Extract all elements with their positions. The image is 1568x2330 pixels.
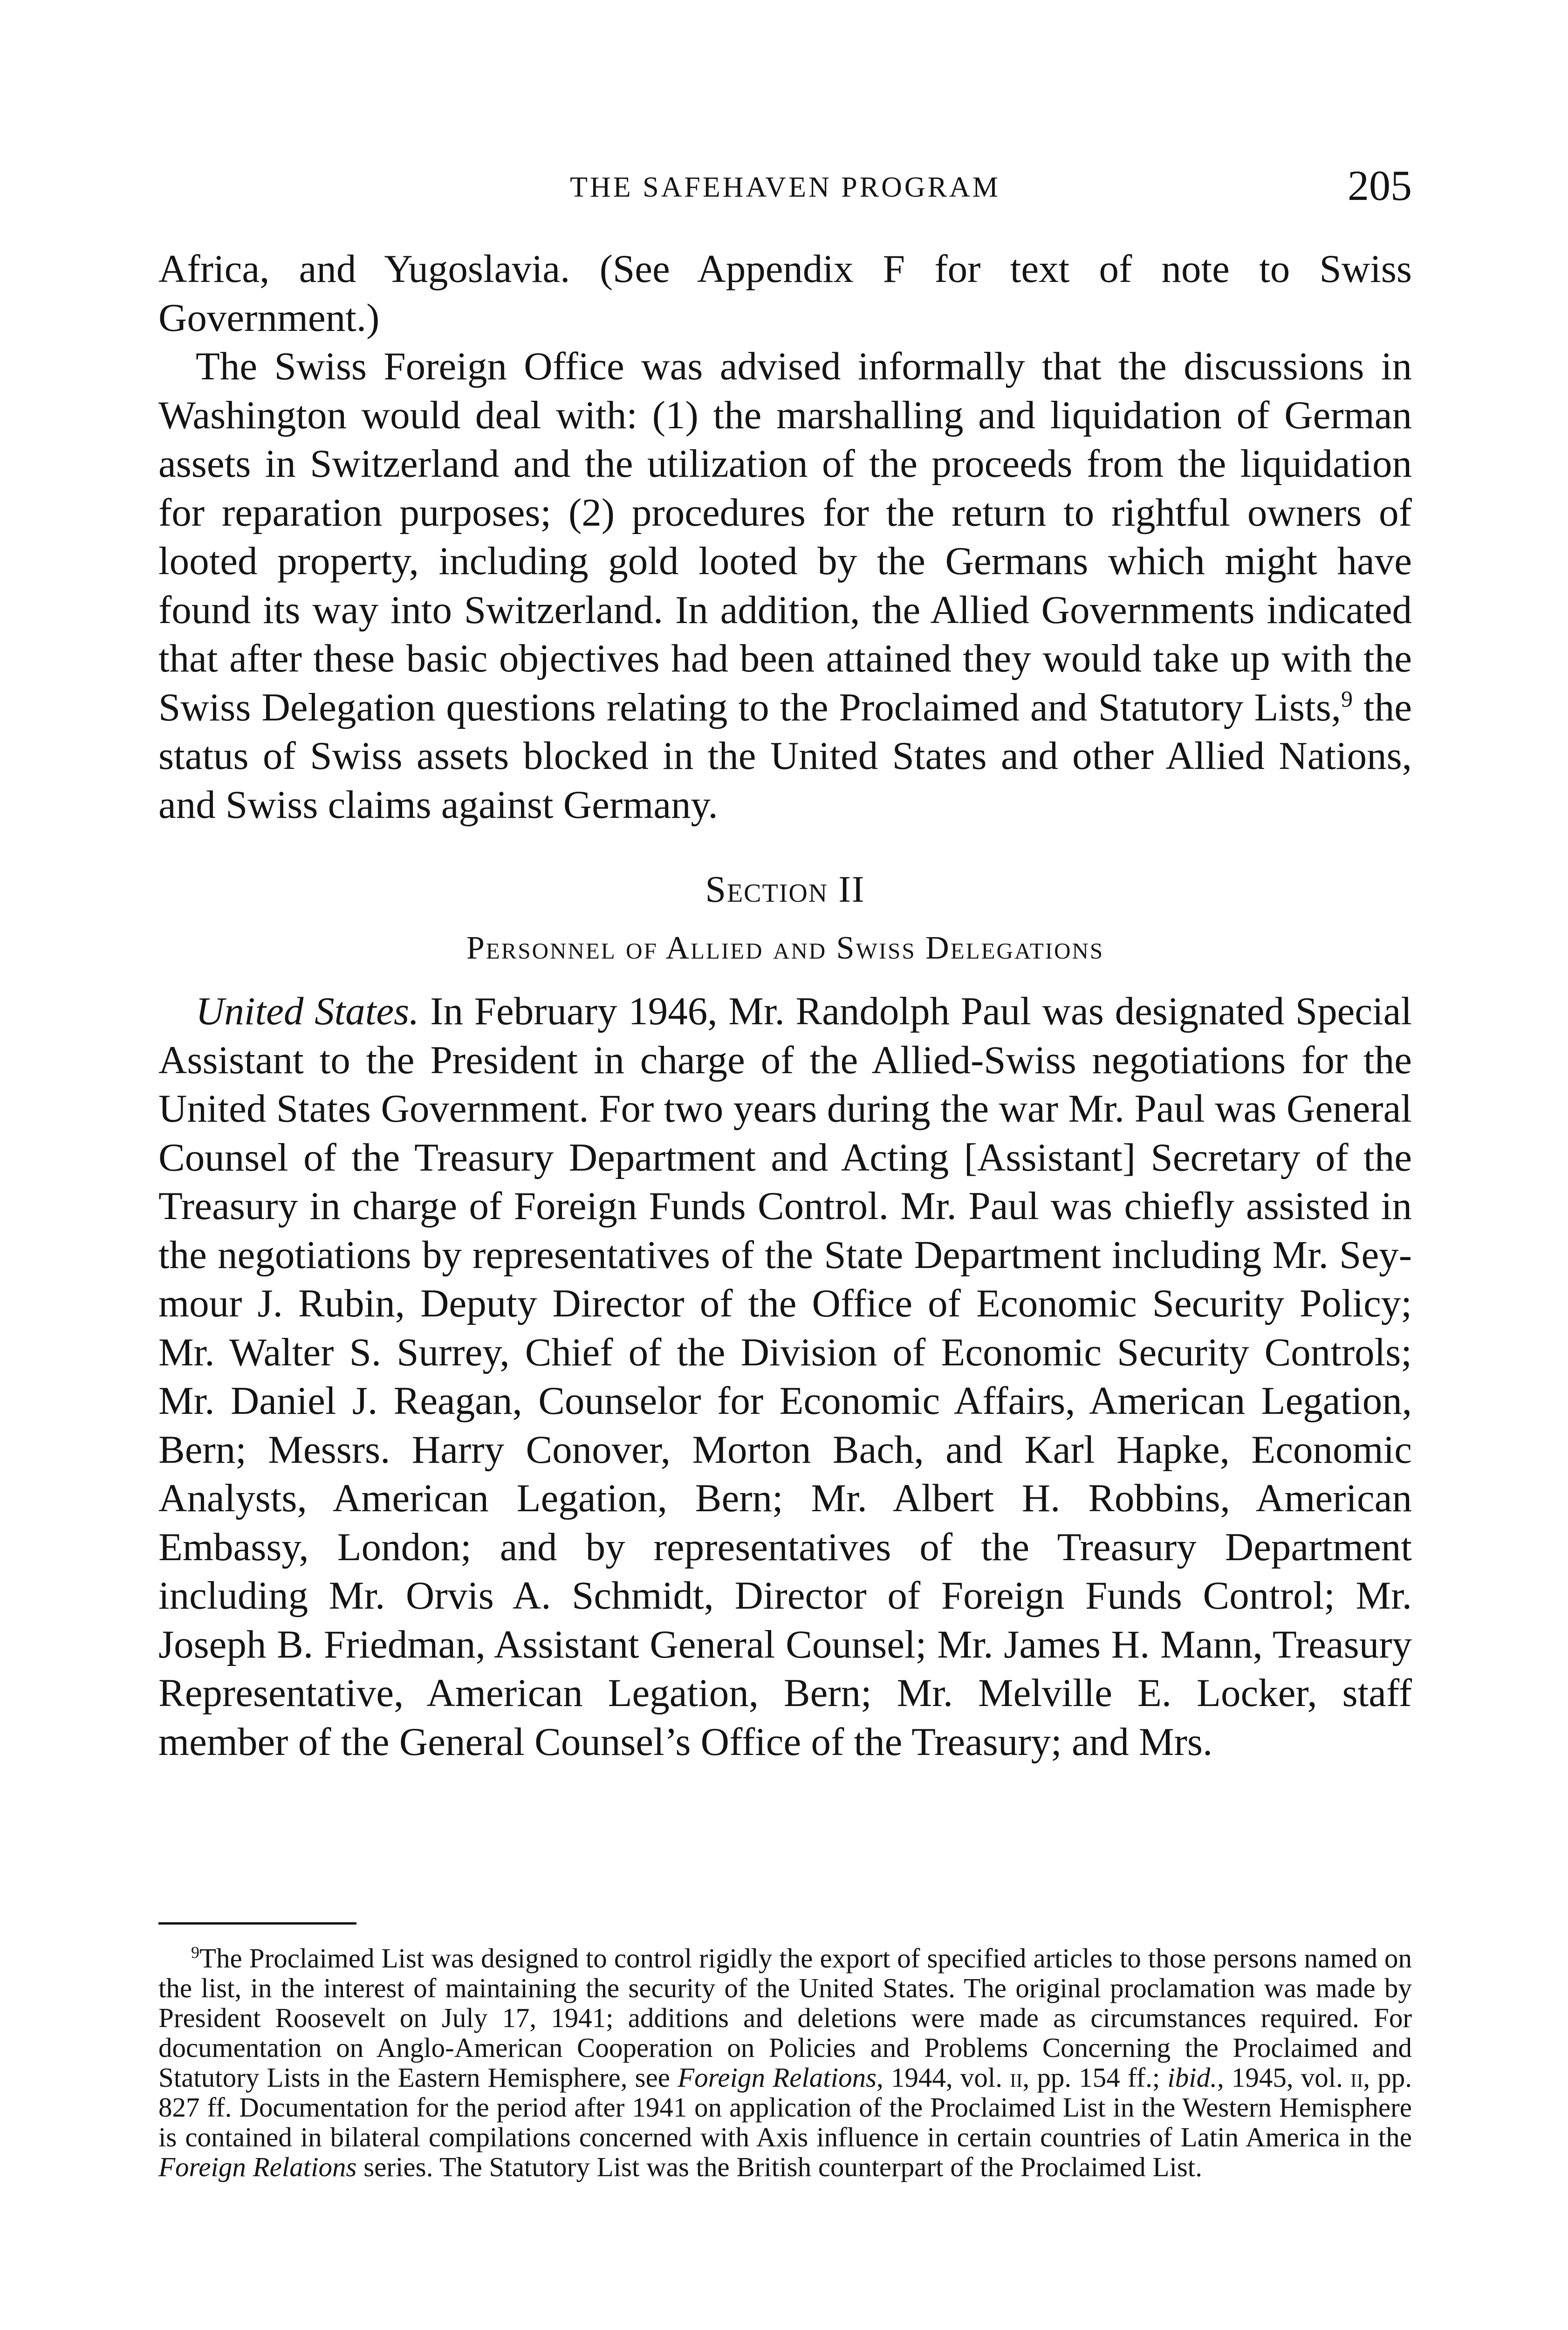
footnote-text: , pp. 827 ff. Documentation for the period after 1941 on application of the Proclaimed List in the Western Hemisphere is contained in bilateral compilations concerned with Axis influence in certain countries of Latin America in the (158, 2062, 1412, 2152)
running-head: THE SAFEHAVEN PROGRAM (570, 171, 1000, 203)
footnote-reference: 9 (1341, 685, 1353, 712)
footnote-citation: Foreign Relations (158, 2152, 357, 2182)
section-subheading: Personnel of Allied and Swiss Delegations (466, 930, 1104, 966)
footnote-citation: ibid. (1167, 2062, 1217, 2093)
footnote-text: , pp. 154 ff.; (1022, 2062, 1168, 2093)
section-heading: Section II (705, 869, 865, 910)
footnote-text: , 1945, vol. (1217, 2062, 1351, 2093)
paragraph-united-states-text: In February 1946, Mr. Randolph Paul was designated Special Assistant to the President in charge of the Allied-Swiss negotiations for the United States Government. For two years during the war Mr. Paul was General Counsel of the Treasury Department and Acting [Assistant] Secretary of the Treasury in charge of Foreign Funds Control. Mr. Paul was chiefly assisted in the negotiations by representatives of the State Department including Mr. Seymour J. Rubin, Deputy Director of the Office of Economic Security Policy; Mr. Walter S. Surrey, Chief of the Division of Economic Security Controls; Mr. Daniel J. Reagan, Counselor for Economic Affairs, American Legation, Bern; Messrs. Harry Conover, Morton Bach, and Karl Hapke, Economic Analysts, American Legation, Bern; Mr. Albert H. Robbins, American Embassy, London; and by representatives of the Treasury Department including Mr. Orvis A. Schmidt, Director of Foreign Funds Control; Mr. Joseph B. Friedman, Assistant General Counsel; Mr. James H. Mann, Treasury Representative, American Legation, Bern; Mr. Melville E. Locker, staff member of the General Counsel’s Office of the Treasury; and Mrs. (158, 989, 1412, 1764)
footnote-volume: ii (1350, 2062, 1363, 2093)
paragraph-discussions-tail: the status of Swiss assets blocked in the United States and other Allied Nations, and Swiss claims against Germany. (158, 685, 1412, 827)
footnote-volume: ii (1010, 2062, 1023, 2093)
paragraph-continuation: Africa, and Yugoslavia. (See Appendix F for text of note to Swiss Government.) (158, 247, 1412, 340)
run-in-heading: United States. (196, 989, 419, 1033)
footnote-citation: Foreign Relations (678, 2062, 877, 2093)
footnote (158, 1943, 1412, 2182)
page-number: 205 (1348, 162, 1412, 209)
footnote-text: The Proclaimed List was designed to control rigidly the export of specified articles to those persons named on the list, in the interest of maintaining the security of the United States. The original proclamation was made by President Roosevelt on July 17, 1941; additions and deletions were made as circumstances required. For documentation on Anglo-American Cooperation on Policies and Problems Concerning the Proclaimed and Statutory Lists in the Eastern Hemisphere, see (158, 1943, 1412, 2093)
footnote-text: series. The Statutory List was the British counterpart of the Proclaimed List. (356, 2152, 1202, 2182)
footnote-text: , 1944, vol. (876, 2062, 1010, 2093)
paragraph-united-states (158, 987, 1412, 1766)
paragraph-discussions (158, 342, 1412, 829)
body-text (158, 245, 1412, 1766)
page-header (158, 161, 1412, 217)
footnote-divider (158, 1922, 356, 1925)
footnote-marker: 9 (191, 1943, 199, 1962)
paragraph-discussions-text: The Swiss Foreign Office was advised informally that the discussions in Washington would deal with: (1) the marshalling and liquidation of German assets in Switzerland and the utilization of the proceeds from the liquidation for reparation purposes; (2) procedures for the return to rightful owners of looted property, including gold looted by the Germans which might have found its way into Switzerland. In addition, the Allied Governments indicated that after these basic objectives had been attained they would take up with the Swiss Delegation questions relating to the Proclaimed and Statutory Lists, (158, 344, 1412, 729)
